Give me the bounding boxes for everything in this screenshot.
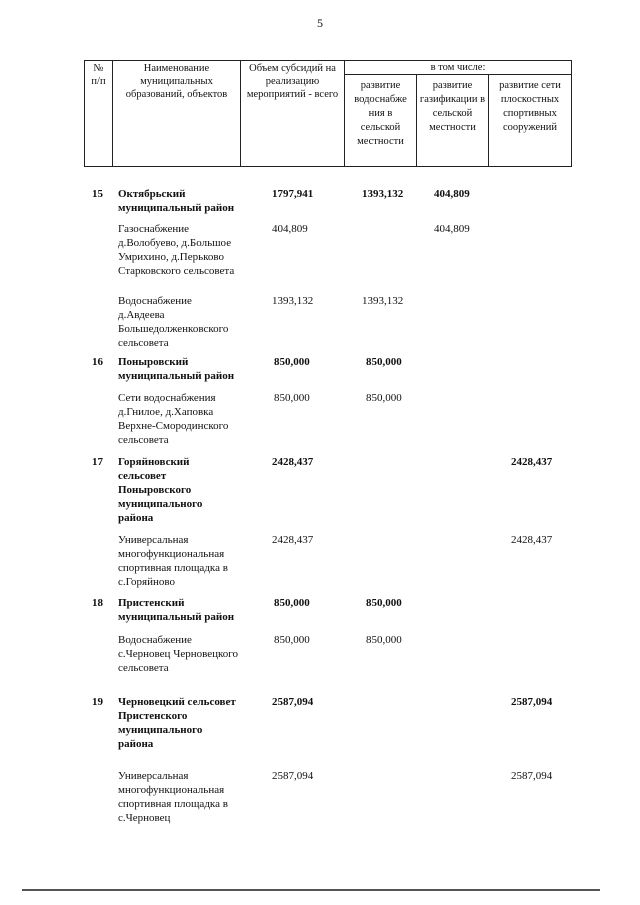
row-number: 17 bbox=[92, 456, 103, 468]
header-total-3: мероприятий - всего bbox=[246, 89, 339, 100]
header-name-3: образований, объектов bbox=[125, 89, 228, 100]
row-total: 850,000 bbox=[274, 634, 310, 646]
row-gas: 404,809 bbox=[434, 223, 470, 235]
row-name-line: муниципального bbox=[118, 498, 203, 510]
row-water: 850,000 bbox=[366, 356, 402, 368]
header-sport-2: плоскостных bbox=[500, 94, 560, 105]
row-name-line: Горяйновский bbox=[118, 456, 190, 468]
row-total: 1393,132 bbox=[272, 295, 314, 307]
header-including: в том числе: bbox=[430, 62, 486, 73]
header-water-1: развитие bbox=[360, 80, 401, 91]
row-total: 1797,941 bbox=[272, 188, 314, 200]
row-name-line: д.Авдеева bbox=[118, 309, 165, 321]
header-name-2: муниципальных bbox=[140, 76, 213, 87]
row-name-line: д.Волобуево, д.Большое bbox=[118, 237, 232, 249]
row-water: 1393,132 bbox=[362, 295, 404, 307]
row-name-line: сельсовета bbox=[118, 337, 169, 349]
row-name-line: муниципального bbox=[118, 724, 203, 736]
row-sport: 2428,437 bbox=[511, 456, 553, 468]
row-number: 16 bbox=[92, 356, 103, 368]
row-total: 850,000 bbox=[274, 356, 310, 368]
row-sport: 2428,437 bbox=[511, 534, 553, 546]
row-name-line: муниципальный район bbox=[118, 611, 235, 623]
row-name-line: Поныровский bbox=[118, 356, 189, 368]
row-name-line: сельсовета bbox=[118, 662, 169, 674]
row-name-line: Водоснабжение bbox=[118, 295, 192, 307]
row-name-line: Водоснабжение bbox=[118, 634, 192, 646]
row-name-line: д.Гнилое, д.Хаповка bbox=[118, 406, 214, 418]
row-name-line: Верхне-Смородинского bbox=[118, 420, 229, 432]
row-name-line: сельсовет bbox=[118, 470, 167, 482]
row-name-line: Старковского сельсовета bbox=[118, 265, 235, 277]
row-name-line: Универсальная bbox=[118, 534, 189, 546]
row-name-line: Сети водоснабжения bbox=[118, 392, 216, 404]
row-name-line: района bbox=[118, 512, 154, 524]
header-gas-3: сельской bbox=[432, 108, 473, 119]
header-total-1: Объем субсидий на bbox=[249, 63, 336, 74]
row-number: 18 bbox=[92, 597, 103, 609]
row-name-line: с.Черновец Черновецкого bbox=[118, 648, 239, 660]
header-water-2: водоснабже bbox=[354, 94, 407, 105]
row-sport: 2587,094 bbox=[511, 696, 553, 708]
header-sport-3: спортивных bbox=[503, 108, 557, 119]
row-water: 850,000 bbox=[366, 392, 402, 404]
header-sport-1: развитие сети bbox=[499, 80, 561, 91]
row-name-line: Умрихино, д.Перьково bbox=[118, 251, 225, 263]
row-name-line: многофункциональная bbox=[118, 548, 225, 560]
row-total: 2428,437 bbox=[272, 534, 314, 546]
header-num-2: п/п bbox=[91, 76, 106, 87]
header-gas-4: местности bbox=[429, 122, 476, 133]
row-water: 850,000 bbox=[366, 597, 402, 609]
row-total: 2587,094 bbox=[272, 770, 314, 782]
row-total: 850,000 bbox=[274, 392, 310, 404]
row-name-line: муниципальный район bbox=[118, 370, 235, 382]
row-water: 1393,132 bbox=[362, 188, 404, 200]
row-name-line: Большедолженковского bbox=[118, 323, 229, 335]
row-gas: 404,809 bbox=[434, 188, 470, 200]
row-water: 850,000 bbox=[366, 634, 402, 646]
header-water-5: местности bbox=[357, 136, 404, 147]
header-gas-2: газификации в bbox=[419, 94, 486, 105]
row-number: 15 bbox=[92, 188, 103, 200]
row-name-line: Универсальная bbox=[118, 770, 189, 782]
row-name-line: Черновецкий сельсовет bbox=[118, 696, 236, 708]
row-name-line: Пристенский bbox=[118, 597, 185, 609]
row-total: 2587,094 bbox=[272, 696, 314, 708]
row-name-line: спортивная площадка в bbox=[118, 798, 228, 810]
row-name-line: района bbox=[118, 738, 154, 750]
page-number: 5 bbox=[317, 16, 323, 30]
header-total-2: реализацию bbox=[265, 76, 320, 87]
row-total: 850,000 bbox=[274, 597, 310, 609]
row-name-line: с.Черновец bbox=[118, 812, 171, 824]
row-name-line: спортивная площадка в bbox=[118, 562, 228, 574]
header-sport-4: сооружений bbox=[502, 122, 558, 133]
header-water-4: сельской bbox=[360, 122, 401, 133]
row-number: 19 bbox=[92, 696, 103, 708]
row-total: 404,809 bbox=[272, 223, 308, 235]
row-name-line: Поныровского bbox=[118, 484, 192, 496]
header-water-3: ния в bbox=[368, 108, 393, 119]
page-bottom-rule bbox=[22, 889, 600, 891]
header-name-1: Наименование bbox=[143, 63, 210, 74]
row-name-line: многофункциональная bbox=[118, 784, 225, 796]
row-name-line: сельсовета bbox=[118, 434, 169, 446]
row-name-line: с.Горяйново bbox=[118, 576, 175, 588]
row-name-line: Газоснабжение bbox=[118, 223, 189, 235]
row-name-line: муниципальный район bbox=[118, 202, 235, 214]
row-total: 2428,437 bbox=[272, 456, 314, 468]
header-num-1: № bbox=[93, 63, 104, 74]
header-gas-1: развитие bbox=[432, 80, 473, 91]
row-name-line: Октябрьский bbox=[118, 188, 186, 200]
row-name-line: Пристенского bbox=[118, 710, 188, 722]
row-sport: 2587,094 bbox=[511, 770, 553, 782]
